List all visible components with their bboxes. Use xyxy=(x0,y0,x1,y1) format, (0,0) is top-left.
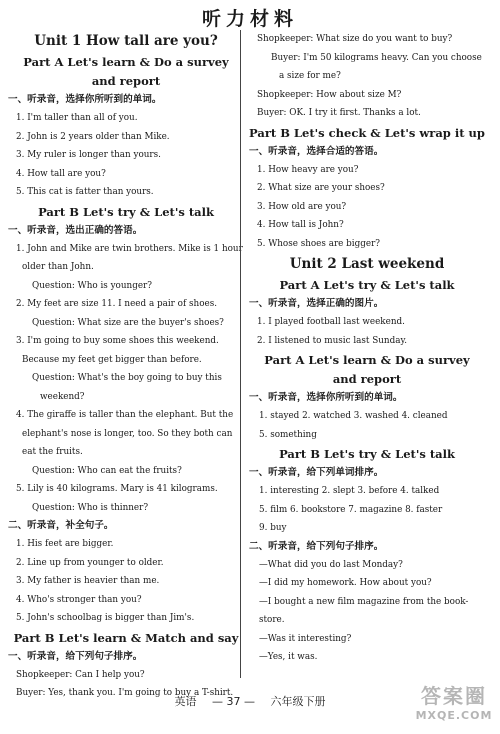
footer-subject: 英语 xyxy=(174,695,197,708)
footer-page-number: — 37 — xyxy=(212,695,255,708)
part-heading: Part A Let's learn & Do a survey xyxy=(264,353,470,367)
text-line: 4. How tall is John? xyxy=(257,220,344,230)
question-line: Question: Who can eat the fruits? xyxy=(32,465,182,476)
question-line: Question: Who is younger? xyxy=(32,280,152,291)
text-line: —What did you do last Monday? xyxy=(259,559,403,570)
text-line: 4. How tall are you? xyxy=(16,168,106,179)
watermark-logo xyxy=(408,686,500,734)
text-line: 1. John and Mike are twin brothers. Mike is 1 hour older than John. xyxy=(16,243,243,272)
text-line: Shopkeeper: What size do you want to buy? xyxy=(257,34,453,44)
part-heading: and report xyxy=(91,74,161,88)
text-line: Shopkeeper: How about size M? xyxy=(257,89,402,100)
task-instruction: 一、听录音，选择你所听到的单词。 xyxy=(8,94,162,105)
text-line: 5. Lily is 40 kilograms. Mary is 41 kilograms. xyxy=(16,484,218,494)
text-line: 1. interesting 2. slept 3. before 4. talked xyxy=(259,486,440,496)
right-column xyxy=(249,30,485,667)
task-instruction: 一、听录音，选出正确的答语。 xyxy=(8,224,143,236)
text-line: 2. What size are your shoes? xyxy=(257,183,385,193)
text-line: 1. I'm taller than all of you. xyxy=(16,113,138,123)
unit-heading: Unit 2 Last weekend xyxy=(289,256,445,272)
text-line: 2. I listened to music last Sunday. xyxy=(257,335,408,346)
text-line: 1. His feet are bigger. xyxy=(16,539,114,549)
text-line: 4. Who's stronger than you? xyxy=(16,594,142,605)
text-line: 5. John's schoolbag is bigger than Jim's. xyxy=(16,613,195,623)
task-instruction: 一、听录音，选择你所听到的单词。 xyxy=(249,392,403,403)
footer-grade: 六年级下册 xyxy=(270,695,326,708)
text-line: 3. My father is heavier than me. xyxy=(16,576,160,586)
text-line: —Was it interesting? xyxy=(259,633,352,644)
part-heading: Part A Let's try & Let's talk xyxy=(279,278,455,292)
text-line: 1. I played football last weekend. xyxy=(257,317,405,327)
task-instruction: 一、听录音，给下列单词排序。 xyxy=(249,467,384,478)
text-line: 4. The giraffe is taller than the elephant. But the elephant's nose is longer, too. So they both can eat the fruits. xyxy=(16,410,234,457)
column-divider xyxy=(240,30,241,678)
part-heading: Part B Let's check & Let's wrap it up xyxy=(249,125,485,140)
text-line: 2. My feet are size 11. I need a pair of shoes. xyxy=(16,299,218,309)
text-line: —Yes, it was. xyxy=(259,652,318,662)
task-instruction: 二、听录音，补全句子。 xyxy=(8,520,114,531)
text-line: —I bought a new film magazine from the book- store. xyxy=(259,596,469,625)
text-line: 3. My ruler is longer than yours. xyxy=(16,150,161,160)
task-instruction: 一、听录音，选择合适的答语。 xyxy=(249,145,384,157)
task-instruction: 二、听录音，给下列句子排序。 xyxy=(249,540,384,552)
left-column xyxy=(8,30,244,703)
task-instruction: 一、听录音，选择正确的图片。 xyxy=(249,298,384,309)
text-line: 9. buy xyxy=(259,523,287,533)
question-line: Question: Who is thinner? xyxy=(32,502,149,513)
text-line: 5. Whose shoes are bigger? xyxy=(257,238,380,249)
unit-heading: Unit 1 How tall are you? xyxy=(34,33,218,49)
part-heading: Part B Let's learn & Match and say xyxy=(13,630,239,645)
question-line: Question: What's the boy going to buy this weekend? xyxy=(32,373,222,402)
text-line: 5. This cat is fatter than yours. xyxy=(16,187,154,197)
question-line: Question: What size are the buyer's shoes? xyxy=(32,317,224,328)
text-line: 5. something xyxy=(259,429,317,440)
text-line: Buyer: I'm 50 kilograms heavy. Can you choose a size for me? xyxy=(271,52,482,81)
text-line: Shopkeeper: Can I help you? xyxy=(16,669,145,680)
text-line: 3. I'm going to buy some shoes this weekend. Because my feet get bigger than before. xyxy=(16,336,219,365)
text-line: 1. How heavy are you? xyxy=(257,164,359,175)
watermark-top: 答案圈 xyxy=(421,684,487,708)
text-line: Buyer: Yes, thank you. I'm going to buy a T-shirt. xyxy=(16,688,234,698)
text-line: —I did my homework. How about you? xyxy=(259,578,432,588)
text-line: 2. Line up from younger to older. xyxy=(16,557,164,568)
text-line: 3. How old are you? xyxy=(257,201,347,212)
part-heading: and report xyxy=(332,372,402,386)
task-instruction: 一、听录音，给下列句子排序。 xyxy=(8,650,143,662)
page-title: 听力材料 xyxy=(201,8,298,30)
text-line: 2. John is 2 years older than Mike. xyxy=(16,131,170,142)
part-heading: Part B Let's try & Let's talk xyxy=(38,204,214,219)
text-line: Buyer: OK. I try it first. Thanks a lot. xyxy=(257,108,421,118)
text-line: 5. film 6. bookstore 7. magazine 8. faster xyxy=(259,504,443,515)
text-line: 1. stayed 2. watched 3. washed 4. cleaned xyxy=(259,411,448,421)
watermark-bottom: MXQE.COM xyxy=(415,709,493,722)
part-heading: Part B Let's try & Let's talk xyxy=(279,447,455,461)
part-heading: Part A Let's learn & Do a survey xyxy=(23,55,229,69)
